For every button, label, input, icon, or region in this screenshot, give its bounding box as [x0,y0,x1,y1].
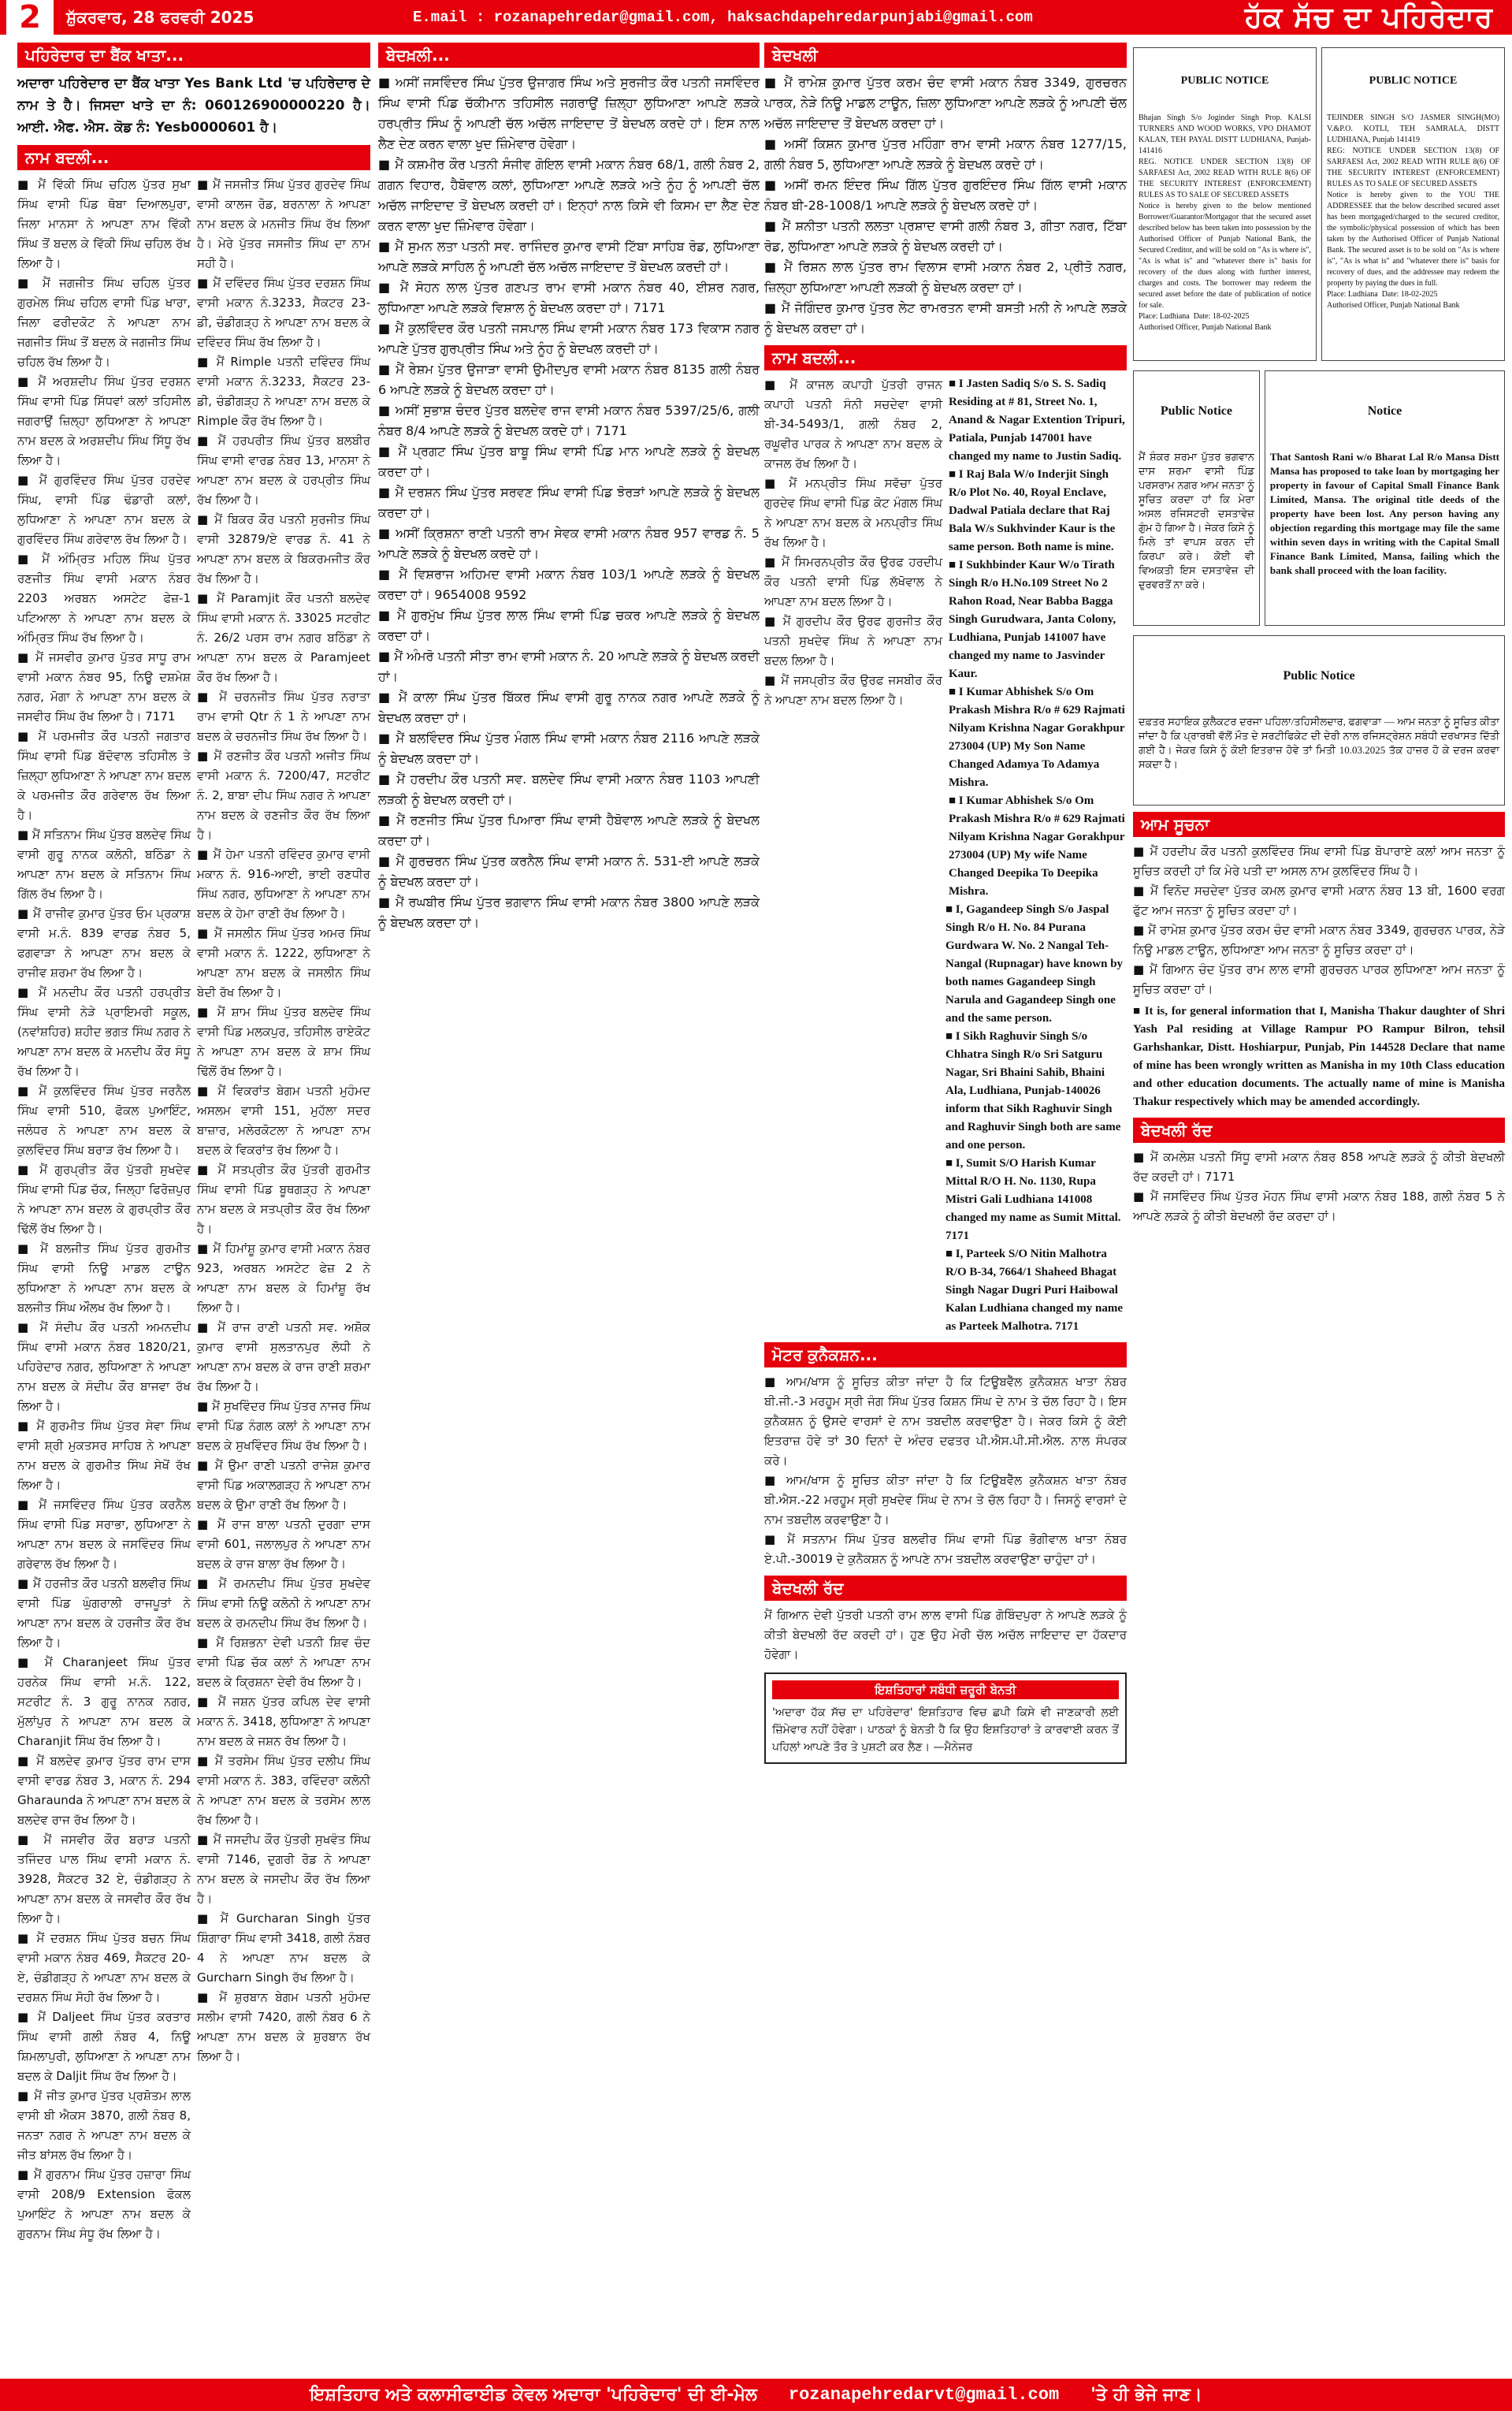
public-notice-3-text: ਮੈਂ ਸ਼ੰਕਰ ਸ਼ਰਮਾ ਪੁੱਤਰ ਭਗਵਾਨ ਦਾਸ ਸ਼ਰਮਾ ਵਾਸੀ ਪਿੰਡ ਪਰਸਰਾਮ ਨਗਰ ਆਮ ਜਨਤਾ ਨੂੰ ਸੂਚਿਤ ਕਰਦਾ ਹਾਂ ਕਿ ਮੇਰਾ ਅਸਲ ਰਜਿਸਟਰੀ ਦਸਤਾਵੇਜ਼ ਗੁੰਮ ਹੋ ਗਿਆ ਹੈ। ਜੇਕਰ ਕਿਸੇ ਨੂੰ ਮਿਲੇ ਤਾਂ ਵਾਪਸ ਕਰਨ ਦੀ ਕਿਰਪਾ ਕਰੇ। ਕੋਈ ਵੀ ਵਿਅਕਤੀ ਇਸ ਦਸਤਾਵੇਜ਼ ਦੀ ਦੁਰਵਰਤੋਂ ਨਾ ਕਰੇ। [1139,451,1258,590]
notice-4-title: Notice [1367,404,1402,418]
disinheritance-cancel-heading-2: ਬੇਦਖਲੀ ਰੱਦ [1133,1118,1505,1143]
name-change-heading-2: ਨਾਮ ਬਦਲੀ... [764,345,1127,370]
disinheritance-cancel-text: ਮੈਂ ਗਿਆਨ ਦੇਵੀ ਪੁੱਤਰੀ ਪਤਨੀ ਰਾਮ ਲਾਲ ਵਾਸੀ ਪਿੰਡ ਗੋਬਿੰਦਪੁਰਾ ਨੇ ਆਪਣੇ ਲੜਕੇ ਨੂੰ ਕੀਤੀ ਬੇਦਖਲੀ ਰੱਦ ਕਰਦੀ ਹਾਂ। ਹੁਣ ਉਹ ਮੇਰੀ ਚੱਲ ਅਚੱਲ ਜਾਇਦਾਦ ਦਾ ਹੱਕਦਾਰ ਹੋਵੇਗਾ। [764,1608,1131,1661]
general-info-english: ■ It is, for general information that I, Manisha Thakur daughter of Shri Yash Pal residing at Village Rampur PO Rampur Bilron, tehsil Garhshankar, Distt. Hoshiarpur, Punjab, Pin 144528 Declare that name of mine has been wrongly written as Manisha in my 10th Class education and other education documents. The actually name of mine is Manisha Thakur respectively which may be amended accordingly. [1133,1005,1508,1108]
notices-row-2 [1133,366,1505,631]
name-change-columns-2 [764,375,1127,901]
disinheritance-cancel-heading: ਬੇਦਖਲੀ ਰੱਦ [764,1576,1127,1601]
name-change-english: ■ I Jasten Sadiq S/o S. S. Sadiq Residing at # 81, Street No. 1, Anand & Nagar Extention Tripuri, Patiala, Punjab 147001 have changed my name to Justin Sadiq. ■ I Raj Bala W/o Inderjit Singh R/o Plot No. 40, Royal Enclave, Dadwal Patiala declare that Raj Bala W/s Sukhvinder Kaur is the same person. Both name is mine. ■ I Sukhbinder Kaur W/o Tirath Singh R/o H.No.109 Street No 2 Rahon Road, Near Babba Bagga Singh Gurudwara, Janta Colony, Ludhiana, Punjab 141007 have changed my name to Jasvinder Kaur. ■ I Kumar Abhishek S/o Om Prakash Mishra R/o # 629 Rajmati Nilyam Krishna Nagar Gorakhpur 273004 (UP) My Son Name Changed Adamya To Adamya Mishra. ■ I Kumar Abhishek S/o Om Prakash Mishra R/o # 629 Rajmati Nilyam Krishna Nagar Gorakhpur 273004 (UP) My wife Name Changed Deepika To Deepika Mishra. [949,378,1125,898]
notice-4-text: That Santosh Rani w/o Bharat Lal R/o Mansa Distt Mansa has proposed to take loan by mortgaging her property in favour of Capital Small Finance Bank Limited, Mansa. The original title deeds of the property have been lost. Any person having any objection regarding this mortgage may file the same within seven days in writing with the Capital Small Finance Bank Limited, Mansa, failing which the bank shall proceed with the loan facility. [1269,451,1503,576]
notice-4 [1265,370,1505,626]
disinheritance-heading: ਬੇਦਖ਼ਲੀ... [378,43,760,68]
public-notice-3 [1133,370,1260,626]
general-info-heading: ਆਮ ਸੂਚਨਾ [1133,812,1505,837]
name-change-english-2: ■ I, Gagandeep Singh S/o Jaspal Singh R/o H. No. 84 Purana Gurdwara W. No. 2 Nangal Teh- Nangal (Rupnagar) have known by both names Gagandeep Singh Narula and Gagandeep Singh one and the same person. ■ I Sikh Raghuvir Singh S/o Chhatra Singh R/o Sri Satguru Nagar, Sri Bhaini Sahib, Bhaini Ala, Ludhiana, Punjab-140026 inform that Sikh Raghuvir Singh and Raghuvir Singh both are same and one person. ■ I, Sumit S/O Harish Kumar Mittal R/O H. No. 1130, Rupa Mistri Gali Ludhiana 141008 changed my name as Sumit Mittal. 7171 ■ I, Parteek S/O Nitin Malhotra R/O B-34, 7664/1 Shaheed Bhagat Singh Nagar Dugri Puri Haibowal Kalan Ludhiana changed my name as Parteek Malhotra. 7171 [945,903,1124,1333]
name-change-punjabi: ■ ਮੈਂ ਕਾਜਲ ਕਪਾਹੀ ਪੁੱਤਰੀ ਰਾਜਨ ਕਪਾਹੀ ਪਤਨੀ ਸੰਨੀ ਸਚਦੇਵਾ ਵਾਸੀ ਬੀ-34-5493/1, ਗਲੀ ਨੰਬਰ 2, ਰਘੂਵੀਰ ਪਾਰਕ ਨੇ ਆਪਣਾ ਨਾਮ ਬਦਲ ਕੇ ਕਾਜਲ ਰੱਖ ਲਿਆ ਹੈ। ■ ਮੈਂ ਮਨਪ੍ਰੀਤ ਸਿੰਘ ਸਵੱਚਾ ਪੁੱਤਰ ਗੁਰਦੇਵ ਸਿੰਘ ਵਾਸੀ ਪਿੰਡ ਕੋਟ ਮੰਗਲ ਸਿੰਘ ਨੇ ਆਪਣਾ ਨਾਮ ਬਦਲ ਕੇ ਮਨਪ੍ਰੀਤ ਸਿੰਘ ਰੱਖ ਲਿਆ ਹੈ। ■ ਮੈਂ ਸਿਮਰਨਪ੍ਰੀਤ ਕੌਰ ਉਰਫ ਹਰਦੀਪ ਕੌਰ ਪਤਨੀ ਵਾਸੀ ਪਿੰਡ ਲੱਖੋਵਾਲ ਨੇ ਆਪਣਾ ਨਾਮ ਬਦਲ ਲਿਆ ਹੈ। ■ ਮੈਂ ਗੁਰਦੀਪ ਕੌਰ ਉਰਫ ਗੁਰਜੀਤ ਕੌਰ ਪਤਨੀ ਸੁਖਦੇਵ ਸਿੰਘ ਨੇ ਆਪਣਾ ਨਾਮ ਬਦਲ ਲਿਆ ਹੈ। ■ ਮੈਂ ਜਸਪ੍ਰੀਤ ਕੌਰ ਉਰਫ ਜਸਬੀਰ ਕੌਰ ਨੇ ਆਪਣਾ ਨਾਮ ਬਦਲ ਲਿਆ ਹੈ। [764,378,942,707]
name-change-columns [17,175,370,2244]
bank-account-heading: ਪਹਿਰੇਦਾਰ ਦਾ ਬੈਂਕ ਖਾਤਾ... [17,43,370,68]
name-change-left: ■ ਮੈਂ ਵਿੱਕੀ ਸਿੰਘ ਚਹਿਲ ਪੁੱਤਰ ਸੁਖਾ ਸਿੰਘ ਵਾਸੀ ਪਿੰਡ ਥੋਬਾ ਦਿਆਲਪੁਰਾ, ਜਿਲਾ ਮਾਨਸਾ ਨੇ ਆਪਣਾ ਨਾਮ ਵਿੱਕੀ ਸਿੰਘ ਤੋਂ ਬਦਲ ਕੇ ਵਿੱਕੀ ਸਿੰਘ ਚਹਿਲ ਰੱਖ ਲਿਆ ਹੈ। ■ ਮੈਂ ਜਗਜੀਤ ਸਿੰਘ ਚਹਿਲ ਪੁੱਤਰ ਗੁਰਮੇਲ ਸਿੰਘ ਚਹਿਲ ਵਾਸੀ ਪਿੰਡ ਖਾਰਾ, ਜਿਲਾ ਫਰੀਦਕੋਟ ਨੇ ਆਪਣਾ ਨਾਮ ਜਗਜੀਤ ਸਿੰਘ ਤੋਂ ਬਦਲ ਕੇ ਜਗਜੀਤ ਸਿੰਘ ਚਹਿਲ ਰੱਖ ਲਿਆ ਹੈ। ■ ਮੈਂ ਅਰਸ਼ਦੀਪ ਸਿੰਘ ਪੁੱਤਰ ਦਰਸ਼ਨ ਸਿੰਘ ਵਾਸੀ ਪਿੰਡ ਸਿੱਧਵਾਂ ਕਲਾਂ ਤਹਿਸੀਲ ਜਗਰਾਉਂ ਜ਼ਿਲ੍ਹਾ ਲੁਧਿਆਣਾ ਨੇ ਆਪਣਾ ਨਾਮ ਬਦਲ ਕੇ ਅਰਸ਼ਦੀਪ ਸਿੰਘ ਸਿੱਧੂ ਰੱਖ ਲਿਆ ਹੈ। ■ ਮੈਂ ਗੁਰਵਿੰਦਰ ਸਿੰਘ ਪੁੱਤਰ ਹਰਦੇਵ ਸਿੰਘ, ਵਾਸੀ ਪਿੰਡ ਢੰਡਾਰੀ ਕਲਾਂ, ਲੁਧਿਆਣਾ ਨੇ ਆਪਣਾ ਨਾਮ ਬਦਲ ਕੇ ਗੁਰਵਿੰਦਰ ਸਿੰਘ ਗਰੇਵਾਲ ਰੱਖ ਲਿਆ ਹੈ। ■ ਮੈਂ ਅੰਮ੍ਰਿਤ ਮਹਿਲ ਸਿੰਘ ਪੁੱਤਰ ਰਣਜੀਤ ਸਿੰਘ ਵਾਸੀ ਮਕਾਨ ਨੰਬਰ 2203 ਅਰਬਨ ਅਸਟੇਟ ਫੇਜ਼-1 ਪਟਿਆਲਾ ਨੇ ਆਪਣਾ ਨਾਮ ਬਦਲ ਕੇ ਅੰਮ੍ਰਿਤ ਸਿੰਘ ਰੱਖ ਲਿਆ ਹੈ। ■ ਮੈਂ ਜਸਵੀਰ ਕੁਮਾਰ ਪੁੱਤਰ ਸਾਧੂ ਰਾਮ ਵਾਸੀ ਮਕਾਨ ਨੰਬਰ 95, ਨਿਊ ਦਸ਼ਮੇਸ਼ ਨਗਰ, ਮੋਗਾ ਨੇ ਆਪਣਾ ਨਾਮ ਬਦਲ ਕੇ ਜਸਵੀਰ ਸਿੰਘ ਰੱਖ ਲਿਆ ਹੈ। 7171 ■ ਮੈਂ ਪਰਮਜੀਤ ਕੌਰ ਪਤਨੀ ਜਗਤਾਰ ਸਿੰਘ ਵਾਸੀ ਪਿੰਡ ਬੱਦੋਵਾਲ ਤਹਿਸੀਲ ਤੇ ਜ਼ਿਲ੍ਹਾ ਲੁਧਿਆਣਾ ਨੇ ਆਪਣਾ ਨਾਮ ਬਦਲ ਕੇ ਪਰਮਜੀਤ ਕੌਰ ਗਰੇਵਾਲ ਰੱਖ ਲਿਆ ਹੈ। ■ ਮੈਂ ਸਤਿਨਾਮ ਸਿੰਘ ਪੁੱਤਰ ਬਲਦੇਵ ਸਿੰਘ ਵਾਸੀ ਗੁਰੂ ਨਾਨਕ ਕਲੋਨੀ, ਬਠਿੰਡਾ ਨੇ ਆਪਣਾ ਨਾਮ ਬਦਲ ਕੇ ਸਤਿਨਾਮ ਸਿੰਘ ਗਿੱਲ ਰੱਖ ਲਿਆ ਹੈ। ■ ਮੈਂ ਰਾਜੀਵ ਕੁਮਾਰ ਪੁੱਤਰ ਓਮ ਪ੍ਰਕਾਸ਼ ਵਾਸੀ ਮ.ਨੰ. 839 ਵਾਰਡ ਨੰਬਰ 5, ਫਗਵਾੜਾ ਨੇ ਆਪਣਾ ਨਾਮ ਬਦਲ ਕੇ ਰਾਜੀਵ ਸ਼ਰਮਾ ਰੱਖ ਲਿਆ ਹੈ। ■ ਮੈਂ ਮਨਦੀਪ ਕੌਰ ਪਤਨੀ ਹਰਪ੍ਰੀਤ ਸਿੰਘ ਵਾਸੀ ਨੇੜੇ ਪ੍ਰਾਇਮਰੀ ਸਕੂਲ, (ਨਵਾਂਸ਼ਹਿਰ) ਸ਼ਹੀਦ ਭਗਤ ਸਿੰਘ ਨਗਰ ਨੇ ਆਪਣਾ ਨਾਮ ਬਦਲ ਕੇ ਮਨਦੀਪ ਕੌਰ ਸੰਧੂ ਰੱਖ ਲਿਆ ਹੈ। ■ ਮੈਂ ਕੁਲਵਿੰਦਰ ਸਿੰਘ ਪੁੱਤਰ ਜਰਨੈਲ ਸਿੰਘ ਵਾਸੀ 510, ਫੋਕਲ ਪੁਆਇੰਟ, ਜਲੰਧਰ ਨੇ ਆਪਣਾ ਨਾਮ ਬਦਲ ਕੇ ਕੁਲਵਿੰਦਰ ਸਿੰਘ ਬਰਾੜ ਰੱਖ ਲਿਆ ਹੈ। ■ ਮੈਂ ਗੁਰਪ੍ਰੀਤ ਕੌਰ ਪੁੱਤਰੀ ਸੁਖਦੇਵ ਸਿੰਘ ਵਾਸੀ ਪਿੰਡ ਚੱਕ, ਜਿਲ੍ਹਾ ਫਿਰੋਜ਼ਪੁਰ ਨੇ ਆਪਣਾ ਨਾਮ ਬਦਲ ਕੇ ਗੁਰਪ੍ਰੀਤ ਕੌਰ ਢਿੱਲੋਂ ਰੱਖ ਲਿਆ ਹੈ। ■ ਮੈਂ ਬਲਜੀਤ ਸਿੰਘ ਪੁੱਤਰ ਗੁਰਮੀਤ ਸਿੰਘ ਵਾਸੀ ਨਿਊ ਮਾਡਲ ਟਾਊਨ ਲੁਧਿਆਣਾ ਨੇ ਆਪਣਾ ਨਾਮ ਬਦਲ ਕੇ ਬਲਜੀਤ ਸਿੰਘ ਔਲਖ ਰੱਖ ਲਿਆ ਹੈ। ■ ਮੈਂ ਸੰਦੀਪ ਕੌਰ ਪਤਨੀ ਅਮਨਦੀਪ ਸਿੰਘ ਵਾਸੀ ਮਕਾਨ ਨੰਬਰ 1820/21, ਪਹਿਰੇਦਾਰ ਨਗਰ, ਲੁਧਿਆਣਾ ਨੇ ਆਪਣਾ ਨਾਮ ਬਦਲ ਕੇ ਸੰਦੀਪ ਕੌਰ ਬਾਜਵਾ ਰੱਖ ਲਿਆ ਹੈ। ■ ਮੈਂ ਗੁਰਮੀਤ ਸਿੰਘ ਪੁੱਤਰ ਸੇਵਾ ਸਿੰਘ ਵਾਸੀ ਸ਼੍ਰੀ ਮੁਕਤਸਰ ਸਾਹਿਬ ਨੇ ਆਪਣਾ ਨਾਮ ਬਦਲ ਕੇ ਗੁਰਮੀਤ ਸਿੰਘ ਸੇਖੋਂ ਰੱਖ ਲਿਆ ਹੈ। ■ ਮੈਂ ਜਸਵਿੰਦਰ ਸਿੰਘ ਪੁੱਤਰ ਕਰਨੈਲ ਸਿੰਘ ਵਾਸੀ ਪਿੰਡ ਸਰਾਭਾ, ਲੁਧਿਆਣਾ ਨੇ ਆਪਣਾ ਨਾਮ ਬਦਲ ਕੇ ਜਸਵਿੰਦਰ ਸਿੰਘ ਗਰੇਵਾਲ ਰੱਖ ਲਿਆ ਹੈ। ■ ਮੈਂ ਹਰਜੀਤ ਕੌਰ ਪਤਨੀ ਬਲਵੀਰ ਸਿੰਘ ਵਾਸੀ ਪਿੰਡ ਘੁੰਗਰਾਲੀ ਰਾਜਪੂਤਾਂ ਨੇ ਆਪਣਾ ਨਾਮ ਬਦਲ ਕੇ ਹਰਜੀਤ ਕੌਰ ਰੱਖ ਲਿਆ ਹੈ। ■ ਮੈਂ Charanjeet ਸਿੰਘ ਪੁੱਤਰ ਹਰਨੇਕ ਸਿੰਘ ਵਾਸੀ ਮ.ਨੰ. 122, ਸਟਰੀਟ ਨੰ. 3 ਗੁਰੂ ਨਾਨਕ ਨਗਰ, ਮੁੱਲਾਂਪੁਰ ਨੇ ਆਪਣਾ ਨਾਮ ਬਦਲ ਕੇ Charanjit ਸਿੰਘ ਰੱਖ ਲਿਆ ਹੈ। ■ ਮੈਂ ਬਲਦੇਵ ਕੁਮਾਰ ਪੁੱਤਰ ਰਾਮ ਦਾਸ ਵਾਸੀ ਵਾਰਡ ਨੰਬਰ 3, ਮਕਾਨ ਨੰ. 294 Gharaunda ਨੇ ਆਪਣਾ ਨਾਮ ਬਦਲ ਕੇ ਬਲਦੇਵ ਰਾਜ ਰੱਖ ਲਿਆ ਹੈ। ■ ਮੈਂ ਜਸਵੀਰ ਕੌਰ ਬਰਾੜ ਪਤਨੀ ਤਜਿੰਦਰ ਪਾਲ ਸਿੰਘ ਵਾਸੀ ਮਕਾਨ ਨੰ. 3928, ਸੈਕਟਰ 32 ਏ, ਚੰਡੀਗੜ੍ਹ ਨੇ ਆਪਣਾ ਨਾਮ ਬਦਲ ਕੇ ਜਸਵੀਰ ਕੌਰ ਰੱਖ ਲਿਆ ਹੈ। ■ ਮੈਂ ਦਰਸ਼ਨ ਸਿੰਘ ਪੁੱਤਰ ਬਚਨ ਸਿੰਘ ਵਾਸੀ ਮਕਾਨ ਨੰਬਰ 469, ਸੈਕਟਰ 20-ਏ, ਚੰਡੀਗੜ੍ਹ ਨੇ ਆਪਣਾ ਨਾਮ ਬਦਲ ਕੇ ਦਰਸ਼ਨ ਸਿੰਘ ਸੋਹੀ ਰੱਖ ਲਿਆ ਹੈ। ■ ਮੈਂ Daljeet ਸਿੰਘ ਪੁੱਤਰ ਕਰਤਾਰ ਸਿੰਘ ਵਾਸੀ ਗਲੀ ਨੰਬਰ 4, ਨਿਊ ਸ਼ਿਮਲਾਪੁਰੀ, ਲੁਧਿਆਣਾ ਨੇ ਆਪਣਾ ਨਾਮ ਬਦਲ ਕੇ Daljit ਸਿੰਘ ਰੱਖ ਲਿਆ ਹੈ। ■ ਮੈਂ ਜੀਤ ਕੁਮਾਰ ਪੁੱਤਰ ਪ੍ਰਸ਼ੋਤਮ ਲਾਲ ਵਾਸੀ ਬੀ ਐਕਸ 3870, ਗਲੀ ਨੰਬਰ 8, ਜਨਤਾ ਨਗਰ ਨੇ ਆਪਣਾ ਨਾਮ ਬਦਲ ਕੇ ਜੀਤ ਬਾਂਸਲ ਰੱਖ ਲਿਆ ਹੈ। ■ ਮੈਂ ਗੁਰਨਾਮ ਸਿੰਘ ਪੁੱਤਰ ਹਜ਼ਾਰਾ ਸਿੰਘ ਵਾਸੀ 208/9 Extension ਫੋਕਲ ਪੁਆਇੰਟ ਨੇ ਆਪਣਾ ਨਾਮ ਬਦਲ ਕੇ ਗੁਰਨਾਮ ਸਿੰਘ ਸੰਧੂ ਰੱਖ ਲਿਆ ਹੈ। [17,177,191,2241]
header-email: E.mail : rozanapehredar@gmail.com, haksachdapehredarpunjabi@gmail.com [413,9,1033,26]
column-1 [17,43,375,2374]
bank-account-text: ਅਦਾਰਾ ਪਹਿਰੇਦਾਰ ਦਾ ਬੈਂਕ ਖਾਤਾ Yes Bank Ltd 'ਚ ਪਹਿਰੇਦਾਰ ਦੇ ਨਾਮ ਤੇ ਹੈ। ਜਿਸਦਾ ਖਾਤੇ ਦਾ ਨੰ: 060126900000220 ਹੈ।ਆਈ. ਐਫ. ਐਸ. ਕੋਡ ਨੰ: Yesb0000601 ਹੈ। [17,76,375,136]
page-footer [0,2379,1512,2411]
page-header [0,0,1512,35]
bank-notices-row [1133,43,1505,366]
pnb-notice-2-text: TEJINDER SINGH S/O JASMER SINGH(MO) V.&P.O. KOTLI, TEH SAMRALA, DISTT LUDHIANA, Punjab 141419 REG: NOTICE UNDER SECTION 13(8) OF SARFAESI Act, 2002 READ WITH RULE 8(6) OF THE SECURITY INTEREST (ENFORCEMENT) RULES AS TO SALE OF SECURED ASSETS Notice is hereby given to the YOU THE ADDRESSEE that the below described secured asset has been mortgaged/charged to the secured creditor, the symbolic/physical possession of which has been taken by the Authorised Officer of Punjab National Bank. The secured asset is to be sold on "As is where is", "As is what is" and "whatever there is" basis for recovery of dues, and the addressee may redeem the property by paying the dues in full. Place: Ludhiana Date: 18-02-2025 Authorised Officer, Punjab National Bank [1327,113,1499,310]
public-notice-5-title: Public Notice [1283,669,1355,683]
pnb-notice-1-text: Bhajan Singh S/o Joginder Singh Prop. KALSI TURNERS AND WOOD WORKS, VPO DHAMOT KALAN, TEH PAYAL DISTT LUDHIANA, Punjab-141416 REG. NOTICE UNDER SECTION 13(8) OF SARFAESI Act, 2002 READ WITH RULE 8(6) OF THE SECURITY INTEREST (ENFORCEMENT) RULES AS TO SALE OF SECURED ASSETS Notice is hereby given to the below mentioned Borrower/Guarantor/Mortgagor that the secured asset described below has been taken into possession by the Authorised Officer of Punjab National Bank, the Secured Creditor, and will be sold on "As is where is", "As is what is" and "whatever there is" basis for recovery of the dues along with further interest, charges and costs. The borrower may redeem the secured asset before the date of publication of notice for sale. Place: Ludhiana Date: 18-02-2025 Authorised Officer, Punjab National Bank [1139,113,1311,332]
footer-text: ਇਸ਼ਤਿਹਾਰ ਅਤੇ ਕਲਾਸੀਫਾਈਡ ਕੇਵਲ ਅਦਾਰਾ 'ਪਹਿਰੇਦਾਰ' ਦੀ ਈ-ਮੇਲ [310,2385,757,2405]
footer-suffix: 'ਤੇ ਹੀ ਭੇਜੇ ਜਾਣ। [1090,2385,1202,2405]
pnb-notice-2-title: PUBLIC NOTICE [1369,75,1458,87]
name-change-heading: ਨਾਮ ਬਦਲੀ... [17,145,370,170]
pnb-public-notice-2 [1321,47,1505,361]
advertisement-request-box [764,1672,1127,1764]
disinheritance-text: ■ ਅਸੀਂ ਜਸਵਿੰਦਰ ਸਿੰਘ ਪੁੱਤਰ ਉਜਾਗਰ ਸਿੰਘ ਅਤੇ ਸੁਰਜੀਤ ਕੌਰ ਪਤਨੀ ਜਸਵਿੰਦਰ ਸਿੰਘ ਵਾਸੀ ਪਿੰਡ ਚੱਕੀਮਾਨ ਤਹਿਸੀਲ ਜਗਰਾਉਂ ਜ਼ਿਲ੍ਹਾ ਲੁਧਿਆਣਾ ਆਪਣੇ ਲੜਕੇ ਹਰਪ੍ਰੀਤ ਸਿੰਘ ਨੂੰ ਆਪਣੀ ਚੱਲ ਅਚੱਲ ਜਾਇਦਾਦ ਤੋਂ ਬੇਦਖਲ ਕਰਦੇ ਹਾਂ। ਇਸ ਨਾਲ ਲੈਣ ਦੇਣ ਕਰਨ ਵਾਲਾ ਖੁਦ ਜ਼ਿੰਮੇਵਾਰ ਹੋਵੇਗਾ। ■ ਮੈਂ ਕਸ਼ਮੀਰ ਕੌਰ ਪਤਨੀ ਸੰਜੀਵ ਗੋਇਲ ਵਾਸੀ ਮਕਾਨ ਨੰਬਰ 68/1, ਗਲੀ ਨੰਬਰ 2, ਗਗਨ ਵਿਹਾਰ, ਹੈਬੋਵਾਲ ਕਲਾਂ, ਲੁਧਿਆਣਾ ਆਪਣੇ ਲੜਕੇ ਅਤੇ ਨੂੰਹ ਨੂੰ ਆਪਣੀ ਚੱਲ ਅਚੱਲ ਜਾਇਦਾਦ ਤੋਂ ਬੇਦਖਲ ਕਰਦੀ ਹਾਂ। ਇਨ੍ਹਾਂ ਨਾਲ ਕਿਸੇ ਵੀ ਕਿਸਮ ਦਾ ਲੈਣ ਦੇਣ ਕਰਨ ਵਾਲਾ ਖੁਦ ਜ਼ਿੰਮੇਵਾਰ ਹੋਵੇਗਾ। ■ ਮੈਂ ਸੁਮਨ ਲਤਾ ਪਤਨੀ ਸਵ. ਰਾਜਿੰਦਰ ਕੁਮਾਰ ਵਾਸੀ ਟਿੱਬਾ ਸਾਹਿਬ ਰੋਡ, ਲੁਧਿਆਣਾ ਆਪਣੇ ਲੜਕੇ ਸਾਹਿਲ ਨੂੰ ਆਪਣੀ ਚੱਲ ਅਚੱਲ ਜਾਇਦਾਦ ਤੋਂ ਬੇਦਖਲ ਕਰਦੀ ਹਾਂ। ■ ਮੈਂ ਸੋਹਨ ਲਾਲ ਪੁੱਤਰ ਗਣਪਤ ਰਾਮ ਵਾਸੀ ਮਕਾਨ ਨੰਬਰ 40, ਈਸ਼ਰ ਨਗਰ, ਲੁਧਿਆਣਾ ਆਪਣੇ ਲੜਕੇ ਵਿਸ਼ਾਲ ਨੂੰ ਬੇਦਖਲ ਕਰਦਾ ਹਾਂ। 7171 ■ ਮੈਂ ਕੁਲਵਿੰਦਰ ਕੌਰ ਪਤਨੀ ਜਸਪਾਲ ਸਿੰਘ ਵਾਸੀ ਮਕਾਨ ਨੰਬਰ 173 ਵਿਕਾਸ ਨਗਰ ਆਪਣੇ ਪੁੱਤਰ ਗੁਰਪ੍ਰੀਤ ਸਿੰਘ ਅਤੇ ਨੂੰਹ ਨੂੰ ਬੇਦਖਲ ਕਰਦੀ ਹਾਂ। ■ ਮੈਂ ਰੇਸ਼ਮ ਪੁੱਤਰ ਉਜਾੜਾ ਵਾਸੀ ਉਮੀਦਪੁਰ ਵਾਸੀ ਮਕਾਨ ਨੰਬਰ 8135 ਗਲੀ ਨੰਬਰ 6 ਆਪਣੇ ਲੜਕੇ ਨੂੰ ਬੇਦਖਲ ਕਰਦਾ ਹਾਂ। ■ ਅਸੀਂ ਸੁਭਾਸ਼ ਚੰਦਰ ਪੁੱਤਰ ਬਲਦੇਵ ਰਾਜ ਵਾਸੀ ਮਕਾਨ ਨੰਬਰ 5397/25/6, ਗਲੀ ਨੰਬਰ 8/4 ਆਪਣੇ ਲੜਕੇ ਨੂੰ ਬੇਦਖਲ ਕਰਦੇ ਹਾਂ। 7171 ■ ਮੈਂ ਪ੍ਰਗਟ ਸਿੰਘ ਪੁੱਤਰ ਬਾਬੂ ਸਿੰਘ ਵਾਸੀ ਪਿੰਡ ਮਾਨ ਆਪਣੇ ਲੜਕੇ ਨੂੰ ਬੇਦਖਲ ਕਰਦਾ ਹਾਂ। ■ ਮੈਂ ਦਰਸ਼ਨ ਸਿੰਘ ਪੁੱਤਰ ਸਰਵਣ ਸਿੰਘ ਵਾਸੀ ਪਿੰਡ ਝੋਰੜਾਂ ਆਪਣੇ ਲੜਕੇ ਨੂੰ ਬੇਦਖਲ ਕਰਦਾ ਹਾਂ। ■ ਅਸੀਂ ਕ੍ਰਿਸ਼ਨਾ ਰਾਣੀ ਪਤਨੀ ਰਾਮ ਸੇਵਕ ਵਾਸੀ ਮਕਾਨ ਨੰਬਰ 957 ਵਾਰਡ ਨੰ. 5 ਆਪਣੇ ਲੜਕੇ ਨੂੰ ਬੇਦਖਲ ਕਰਦੇ ਹਾਂ। ■ ਮੈਂ ਵਿਸ਼ਰਾਜ ਅਹਿਮਦ ਵਾਸੀ ਮਕਾਨ ਨੰਬਰ 103/1 ਆਪਣੇ ਲੜਕੇ ਨੂੰ ਬੇਦਖਲ ਕਰਦਾ ਹਾਂ। 9654008 9592 ■ ਮੈਂ ਗੁਰਮੁੱਖ ਸਿੰਘ ਪੁੱਤਰ ਲਾਲ ਸਿੰਘ ਵਾਸੀ ਪਿੰਡ ਚਕਰ ਆਪਣੇ ਲੜਕੇ ਨੂੰ ਬੇਦਖਲ ਕਰਦਾ ਹਾਂ। ■ ਮੈਂ ਅੰਮਰੋ ਪਤਨੀ ਸੀਤਾ ਰਾਮ ਵਾਸੀ ਮਕਾਨ ਨੰ. 20 ਆਪਣੇ ਲੜਕੇ ਨੂੰ ਬੇਦਖਲ ਕਰਦੀ ਹਾਂ। ■ ਮੈਂ ਕਾਲਾ ਸਿੰਘ ਪੁੱਤਰ ਬਿੱਕਰ ਸਿੰਘ ਵਾਸੀ ਗੁਰੂ ਨਾਨਕ ਨਗਰ ਆਪਣੇ ਲੜਕੇ ਨੂੰ ਬੇਦਖਲ ਕਰਦਾ ਹਾਂ। ■ ਮੈਂ ਬਲਵਿੰਦਰ ਸਿੰਘ ਪੁੱਤਰ ਮੰਗਲ ਸਿੰਘ ਵਾਸੀ ਮਕਾਨ ਨੰਬਰ 2116 ਆਪਣੇ ਲੜਕੇ ਨੂੰ ਬੇਦਖਲ ਕਰਦਾ ਹਾਂ। ■ ਮੈਂ ਹਰਦੀਪ ਕੌਰ ਪਤਨੀ ਸਵ. ਬਲਦੇਵ ਸਿੰਘ ਵਾਸੀ ਮਕਾਨ ਨੰਬਰ 1103 ਆਪਣੀ ਲੜਕੀ ਨੂੰ ਬੇਦਖਲ ਕਰਦੀ ਹਾਂ। ■ ਮੈਂ ਰਣਜੀਤ ਸਿੰਘ ਪੁੱਤਰ ਪਿਆਰਾ ਸਿੰਘ ਵਾਸੀ ਹੈਬੋਵਾਲ ਆਪਣੇ ਲੜਕੇ ਨੂੰ ਬੇਦਖਲ ਕਰਦਾ ਹਾਂ। ■ ਮੈਂ ਗੁਰਚਰਨ ਸਿੰਘ ਪੁੱਤਰ ਕਰਨੈਲ ਸਿੰਘ ਵਾਸੀ ਮਕਾਨ ਨੰ. 531-ਈ ਆਪਣੇ ਲੜਕੇ ਨੂੰ ਬੇਦਖਲ ਕਰਦਾ ਹਾਂ। ■ ਮੈਂ ਰਘਬੀਰ ਸਿੰਘ ਪੁੱਤਰ ਭਗਵਾਨ ਸਿੰਘ ਵਾਸੀ ਮਕਾਨ ਨੰਬਰ 3800 ਆਪਣੇ ਲੜਕੇ ਨੂੰ ਬੇਦਖਲ ਕਰਦਾ ਹਾਂ। [378,75,760,930]
public-notice-5-text: ਦਫ਼ਤਰ ਸਹਾਇਕ ਕੁਲੈਕਟਰ ਦਰਜਾ ਪਹਿਲਾ/ਤਹਿਸੀਲਦਾਰ, ਫਗਵਾੜਾ — ਆਮ ਜਨਤਾ ਨੂੰ ਸੂਚਿਤ ਕੀਤਾ ਜਾਂਦਾ ਹੈ ਕਿ ਪ੍ਰਾਰਥੀ ਵੱਲੋਂ ਮੌਤ ਦੇ ਸਰਟੀਫਿਕੇਟ ਦੀ ਦੇਰੀ ਨਾਲ ਰਜਿਸਟ੍ਰੇਸ਼ਨ ਸਬੰਧੀ ਦਰਖਾਸਤ ਦਿੱਤੀ ਗਈ ਹੈ। ਜੇਕਰ ਕਿਸੇ ਨੂੰ ਕੋਈ ਇਤਰਾਜ਼ ਹੋਵੇ ਤਾਂ ਮਿਤੀ 10.03.2025 ਤੱਕ ਹਾਜ਼ਰ ਹੋ ਕੇ ਦਰਜ ਕਰਵਾ ਸਕਦਾ ਹੈ। [1139,716,1503,770]
name-change-right: ■ ਮੈਂ ਜਸਜੀਤ ਸਿੰਘ ਪੁੱਤਰ ਗੁਰਦੇਵ ਸਿੰਘ ਵਾਸੀ ਕਾਲਜ ਰੋਡ, ਬਰਨਾਲਾ ਨੇ ਆਪਣਾ ਨਾਮ ਬਦਲ ਕੇ ਮਨਜੀਤ ਸਿੰਘ ਰੱਖ ਲਿਆ ਹੈ। ਮੇਰੇ ਪੁੱਤਰ ਜਸਜੀਤ ਸਿੰਘ ਦਾ ਨਾਮ ਸਹੀ ਹੈ। ■ ਮੈਂ ਦਵਿੰਦਰ ਸਿੰਘ ਪੁੱਤਰ ਦਰਸ਼ਨ ਸਿੰਘ ਵਾਸੀ ਮਕਾਨ ਨੰ.3233, ਸੈਕਟਰ 23-ਡੀ, ਚੰਡੀਗੜ੍ਹ ਨੇ ਆਪਣਾ ਨਾਮ ਬਦਲ ਕੇ ਦਵਿੰਦਰ ਸਿੰਘ ਰੱਖ ਲਿਆ ਹੈ। ■ ਮੈਂ Rimple ਪਤਨੀ ਦਵਿੰਦਰ ਸਿੰਘ ਵਾਸੀ ਮਕਾਨ ਨੰ.3233, ਸੈਕਟਰ 23-ਡੀ, ਚੰਡੀਗੜ੍ਹ ਨੇ ਆਪਣਾ ਨਾਮ ਬਦਲ ਕੇ Rimple ਕੌਰ ਰੱਖ ਲਿਆ ਹੈ। ■ ਮੈਂ ਹਰਪਰੀਤ ਸਿੰਘ ਪੁੱਤਰ ਬਲਬੀਰ ਸਿੰਘ ਵਾਸੀ ਵਾਰਡ ਨੰਬਰ 13, ਮਾਨਸਾ ਨੇ ਆਪਣਾ ਨਾਮ ਬਦਲ ਕੇ ਹਰਪ੍ਰੀਤ ਸਿੰਘ ਰੱਖ ਲਿਆ ਹੈ। ■ ਮੈਂ ਬਿਕਰ ਕੌਰ ਪਤਨੀ ਸੁਰਜੀਤ ਸਿੰਘ ਵਾਸੀ 32879/ਏ ਵਾਰਡ ਨੰ. 41 ਨੇ ਆਪਣਾ ਨਾਮ ਬਦਲ ਕੇ ਬਿਕਰਮਜੀਤ ਕੌਰ ਰੱਖ ਲਿਆ ਹੈ। ■ ਮੈਂ Paramjit ਕੌਰ ਪਤਨੀ ਬਲਦੇਵ ਸਿੰਘ ਵਾਸੀ ਮਕਾਨ ਨੰ. 33025 ਸਟਰੀਟ ਨੰ. 26/2 ਪਰਸ ਰਾਮ ਨਗਰ ਬਠਿੰਡਾ ਨੇ ਆਪਣਾ ਨਾਮ ਬਦਲ ਕੇ Paramjeet ਕੌਰ ਰੱਖ ਲਿਆ ਹੈ। ■ ਮੈਂ ਚਰਨਜੀਤ ਸਿੰਘ ਪੁੱਤਰ ਨਰਾਤਾ ਰਾਮ ਵਾਸੀ Qtr ਨੰ 1 ਨੇ ਆਪਣਾ ਨਾਮ ਬਦਲ ਕੇ ਚਰਨਜੀਤ ਸਿੰਘ ਰੱਖ ਲਿਆ ਹੈ। ■ ਮੈਂ ਰਣਜੀਤ ਕੌਰ ਪਤਨੀ ਅਜੀਤ ਸਿੰਘ ਵਾਸੀ ਮਕਾਨ ਨੰ. 7200/47, ਸਟਰੀਟ ਨੰ. 2, ਬਾਬਾ ਦੀਪ ਸਿੰਘ ਨਗਰ ਨੇ ਆਪਣਾ ਨਾਮ ਬਦਲ ਕੇ ਰਣਜੀਤ ਕੌਰ ਰੱਖ ਲਿਆ ਹੈ। ■ ਮੈਂ ਹੇਮਾ ਪਤਨੀ ਰਵਿੰਦਰ ਕੁਮਾਰ ਵਾਸੀ ਮਕਾਨ ਨੰ. 916-ਆਈ, ਭਾਈ ਰਣਧੀਰ ਸਿੰਘ ਨਗਰ, ਲੁਧਿਆਣਾ ਨੇ ਆਪਣਾ ਨਾਮ ਬਦਲ ਕੇ ਹੇਮਾ ਰਾਣੀ ਰੱਖ ਲਿਆ ਹੈ। ■ ਮੈਂ ਜਸਲੀਨ ਸਿੰਘ ਪੁੱਤਰ ਅਮਰ ਸਿੰਘ ਵਾਸੀ ਮਕਾਨ ਨੰ. 1222, ਲੁਧਿਆਣਾ ਨੇ ਆਪਣਾ ਨਾਮ ਬਦਲ ਕੇ ਜਸਲੀਨ ਸਿੰਘ ਬੇਦੀ ਰੱਖ ਲਿਆ ਹੈ। ■ ਮੈਂ ਸ਼ਾਮ ਸਿੰਘ ਪੁੱਤਰ ਬਲਦੇਵ ਸਿੰਘ ਵਾਸੀ ਪਿੰਡ ਮਲਕਪੁਰ, ਤਹਿਸੀਲ ਰਾਏਕੋਟ ਨੇ ਆਪਣਾ ਨਾਮ ਬਦਲ ਕੇ ਸ਼ਾਮ ਸਿੰਘ ਢਿੱਲੋਂ ਰੱਖ ਲਿਆ ਹੈ। ■ ਮੈਂ ਵਿਕਰਾਂਤ ਬੇਗਮ ਪਤਨੀ ਮੁਹੰਮਦ ਅਸਲਮ ਵਾਸੀ 151, ਮੁਹੱਲਾ ਸਦਰ ਬਾਜ਼ਾਰ, ਮਲੇਰਕੋਟਲਾ ਨੇ ਆਪਣਾ ਨਾਮ ਬਦਲ ਕੇ ਵਿਕਰਾਂਤ ਰੱਖ ਲਿਆ ਹੈ। ■ ਮੈਂ ਸਤਪ੍ਰੀਤ ਕੌਰ ਪੁੱਤਰੀ ਗੁਰਮੀਤ ਸਿੰਘ ਵਾਸੀ ਪਿੰਡ ਬੂਥਗੜ੍ਹ ਨੇ ਆਪਣਾ ਨਾਮ ਬਦਲ ਕੇ ਸਤਪ੍ਰੀਤ ਕੌਰ ਰੱਖ ਲਿਆ ਹੈ। ■ ਮੈਂ ਹਿਮਾਂਸ਼ੂ ਕੁਮਾਰ ਵਾਸੀ ਮਕਾਨ ਨੰਬਰ 923, ਅਰਬਨ ਅਸਟੇਟ ਫੇਜ਼ 2 ਨੇ ਆਪਣਾ ਨਾਮ ਬਦਲ ਕੇ ਹਿਮਾਂਸ਼ੂ ਰੱਖ ਲਿਆ ਹੈ। ■ ਮੈਂ ਰਾਜ ਰਾਣੀ ਪਤਨੀ ਸਵ. ਅਸ਼ੋਕ ਕੁਮਾਰ ਵਾਸੀ ਸੁਲਤਾਨਪੁਰ ਲੋਧੀ ਨੇ ਆਪਣਾ ਨਾਮ ਬਦਲ ਕੇ ਰਾਜ ਰਾਣੀ ਸ਼ਰਮਾ ਰੱਖ ਲਿਆ ਹੈ। ■ ਮੈਂ ਸੁਖਵਿੰਦਰ ਸਿੰਘ ਪੁੱਤਰ ਨਾਜਰ ਸਿੰਘ ਵਾਸੀ ਪਿੰਡ ਨੰਗਲ ਕਲਾਂ ਨੇ ਆਪਣਾ ਨਾਮ ਬਦਲ ਕੇ ਸੁਖਵਿੰਦਰ ਸਿੰਘ ਰੱਖ ਲਿਆ ਹੈ। ■ ਮੈਂ ਉਮਾ ਰਾਣੀ ਪਤਨੀ ਰਾਜੇਸ਼ ਕੁਮਾਰ ਵਾਸੀ ਪਿੰਡ ਅਕਾਲਗੜ੍ਹ ਨੇ ਆਪਣਾ ਨਾਮ ਬਦਲ ਕੇ ਉਮਾ ਰਾਣੀ ਰੱਖ ਲਿਆ ਹੈ। ■ ਮੈਂ ਰਾਜ ਬਾਲਾ ਪਤਨੀ ਦੁਰਗਾ ਦਾਸ ਵਾਸੀ 601, ਜਲਾਲਪੁਰ ਨੇ ਆਪਣਾ ਨਾਮ ਬਦਲ ਕੇ ਰਾਜ ਬਾਲਾ ਰੱਖ ਲਿਆ ਹੈ। ■ ਮੈਂ ਰਮਨਦੀਪ ਸਿੰਘ ਪੁੱਤਰ ਸੁਖਦੇਵ ਸਿੰਘ ਵਾਸੀ ਨਿਊ ਕਲੋਨੀ ਨੇ ਆਪਣਾ ਨਾਮ ਬਦਲ ਕੇ ਰਮਨਦੀਪ ਸਿੰਘ ਰੱਖ ਲਿਆ ਹੈ। ■ ਮੈਂ ਰਿਸ਼ਭਨਾ ਦੇਵੀ ਪਤਨੀ ਸ਼ਿਵ ਚੰਦ ਵਾਸੀ ਪਿੰਡ ਚੱਕ ਕਲਾਂ ਨੇ ਆਪਣਾ ਨਾਮ ਬਦਲ ਕੇ ਕ੍ਰਿਸ਼ਨਾ ਦੇਵੀ ਰੱਖ ਲਿਆ ਹੈ। ■ ਮੈਂ ਜਸ਼ਨ ਪੁੱਤਰ ਕਪਿਲ ਦੇਵ ਵਾਸੀ ਮਕਾਨ ਨੰ. 3418, ਲੁਧਿਆਣਾ ਨੇ ਆਪਣਾ ਨਾਮ ਬਦਲ ਕੇ ਜਸ਼ਨ ਰੱਖ ਲਿਆ ਹੈ। ■ ਮੈਂ ਤਰਸੇਮ ਸਿੰਘ ਪੁੱਤਰ ਦਲੀਪ ਸਿੰਘ ਵਾਸੀ ਮਕਾਨ ਨੰ. 383, ਰਵਿੰਦਰਾ ਕਲੋਨੀ ਨੇ ਆਪਣਾ ਨਾਮ ਬਦਲ ਕੇ ਤਰਸੇਮ ਲਾਲ ਰੱਖ ਲਿਆ ਹੈ। ■ ਮੈਂ ਜਸਦੀਪ ਕੌਰ ਪੁੱਤਰੀ ਸੁਖਵੰਤ ਸਿੰਘ ਵਾਸੀ 7146, ਦੁਗਰੀ ਰੋਡ ਨੇ ਆਪਣਾ ਨਾਮ ਬਦਲ ਕੇ ਜਸਦੀਪ ਕੌਰ ਰੱਖ ਲਿਆ ਹੈ। ■ ਮੈਂ Gurcharan Singh ਪੁੱਤਰ ਸ਼ਿੰਗਾਰਾ ਸਿੰਘ ਵਾਸੀ 3418, ਗਲੀ ਨੰਬਰ 4 ਨੇ ਆਪਣਾ ਨਾਮ ਬਦਲ ਕੇ Gurcharn Singh ਰੱਖ ਲਿਆ ਹੈ। ■ ਮੈਂ ਸ਼ੁਰਬਾਨ ਬੇਗਮ ਪਤਨੀ ਮੁਹੰਮਦ ਸਲੀਮ ਵਾਸੀ 7420, ਗਲੀ ਨੰਬਰ 6 ਨੇ ਆਪਣਾ ਨਾਮ ਬਦਲ ਕੇ ਸ਼ੁਰਬਾਨ ਰੱਖ ਲਿਆ ਹੈ। [197,177,370,2063]
motor-connection-heading: ਮੋਟਰ ਕੁਨੈਕਸ਼ਨ... [764,1342,1127,1367]
motor-connection-text: ■ ਆਮ/ਖਾਸ ਨੂੰ ਸੂਚਿਤ ਕੀਤਾ ਜਾਂਦਾ ਹੈ ਕਿ ਟਿਊਬਵੈੱਲ ਕੁਨੈਕਸ਼ਨ ਖਾਤਾ ਨੰਬਰ ਬੀ.ਜੀ.-3 ਮਰਹੂਮ ਸ੍ਰੀ ਜੰਗ ਸਿੰਘ ਪੁੱਤਰ ਕਿਸ਼ਨ ਸਿੰਘ ਦੇ ਨਾਮ ਤੇ ਚੱਲ ਰਿਹਾ ਹੈ। ਇਸ ਕੁਨੈਕਸ਼ਨ ਨੂੰ ਉਸਦੇ ਵਾਰਸਾਂ ਦੇ ਨਾਮ ਤਬਦੀਲ ਕਰਵਾਉਣਾ ਹੈ। ਜੇਕਰ ਕਿਸੇ ਨੂੰ ਕੋਈ ਇਤਰਾਜ਼ ਹੋਵੇ ਤਾਂ 30 ਦਿਨਾਂ ਦੇ ਅੰਦਰ ਦਫਤਰ ਪੀ.ਐਸ.ਪੀ.ਸੀ.ਐਲ. ਨਾਲ ਸੰਪਰਕ ਕਰੇ। ■ ਆਮ/ਖਾਸ ਨੂੰ ਸੂਚਿਤ ਕੀਤਾ ਜਾਂਦਾ ਹੈ ਕਿ ਟਿਊਬਵੈੱਲ ਕੁਨੈਕਸ਼ਨ ਖਾਤਾ ਨੰਬਰ ਬੀ.ਐਸ.-22 ਮਰਹੂਮ ਸ੍ਰੀ ਸੁਖਦੇਵ ਸਿੰਘ ਦੇ ਨਾਮ ਤੇ ਚੱਲ ਰਿਹਾ ਹੈ। ਜਿਸਨੂੰ ਵਾਰਸਾਂ ਦੇ ਨਾਮ ਤਬਦੀਲ ਕਰਵਾਉਣਾ ਹੈ। ■ ਮੈਂ ਸਤਨਾਮ ਸਿੰਘ ਪੁੱਤਰ ਬਲਵੀਰ ਸਿੰਘ ਵਾਸੀ ਪਿੰਡ ਭੋਗੀਵਾਲ ਖਾਤਾ ਨੰਬਰ ਏ.ਪੀ.-30019 ਦੇ ਕੁਨੈਕਸ਼ਨ ਨੂੰ ਆਪਣੇ ਨਾਮ ਤਬਦੀਲ ਕਰਵਾਉਣਾ ਚਾਹੁੰਦਾ ਹਾਂ। [764,1375,1127,1566]
disinheritance-text-2: ■ ਮੈਂ ਰਾਮੇਸ਼ ਕੁਮਾਰ ਪੁੱਤਰ ਕਰਮ ਚੰਦ ਵਾਸੀ ਮਕਾਨ ਨੰਬਰ 3349, ਗੁਰਚਰਨ ਪਾਰਕ, ਨੇੜੇ ਨਿਊ ਮਾਡਲ ਟਾਊਨ, ਜ਼ਿਲਾ ਲੁਧਿਆਣਾ ਆਪਣੇ ਲੜਕੇ ਨੂੰ ਆਪਣੀ ਚੱਲ ਅਚੱਲ ਜਾਇਦਾਦ ਤੋਂ ਬੇਦਖਲ ਕਰਦਾ ਹਾਂ। ■ ਅਸੀਂ ਕਿਸ਼ਨ ਕੁਮਾਰ ਪੁੱਤਰ ਮਹਿੰਗਾ ਰਾਮ ਵਾਸੀ ਮਕਾਨ ਨੰਬਰ 1277/15, ਗਲੀ ਨੰਬਰ 5, ਲੁਧਿਆਣਾ ਆਪਣੇ ਲੜਕੇ ਨੂੰ ਬੇਦਖਲ ਕਰਦੇ ਹਾਂ। ■ ਅਸੀਂ ਰਮਨ ਇੰਦਰ ਸਿੰਘ ਗਿੱਲ ਪੁੱਤਰ ਗੁਰਇੰਦਰ ਸਿੰਘ ਗਿੱਲ ਵਾਸੀ ਮਕਾਨ ਨੰਬਰ ਬੀ-28-1008/1 ਆਪਣੇ ਲੜਕੇ ਨੂੰ ਬੇਦਖਲ ਕਰਦੇ ਹਾਂ। ■ ਮੈਂ ਸ਼ਨੀਤਾ ਪਤਨੀ ਲਲਤਾ ਪ੍ਰਸ਼ਾਦ ਵਾਸੀ ਗਲੀ ਨੰਬਰ 3, ਗੀਤਾ ਨਗਰ, ਟਿੱਬਾ ਰੋਡ, ਲੁਧਿਆਣਾ ਆਪਣੇ ਲੜਕੇ ਨੂੰ ਬੇਦਖਲ ਕਰਦੀ ਹਾਂ। ■ ਮੈਂ ਰਿਸ਼ਨ ਲਾਲ ਪੁੱਤਰ ਰਾਮ ਵਿਲਾਸ ਵਾਸੀ ਮਕਾਨ ਨੰਬਰ 2, ਪ੍ਰੀਤੋ ਨਗਰ, ਜ਼ਿਲ੍ਹਾ ਲੁਧਿਆਣਾ ਆਪਣੀ ਲੜਕੀ ਨੂੰ ਬੇਦਖਲ ਕਰਦਾ ਹਾਂ। ■ ਮੈਂ ਜੋਗਿੰਦਰ ਕੁਮਾਰ ਪੁੱਤਰ ਲੇਟ ਰਾਮਰਤਨ ਵਾਸੀ ਬਸਤੀ ਮਨੀ ਨੇ ਆਪਣੇ ਲੜਕੇ ਨੂੰ ਬੇਦਖਲ ਕਰਦਾ ਹਾਂ। [764,75,1127,336]
column-2 [378,43,760,2374]
disinheritance-heading-2: ਬੇਦਖਲੀ [764,43,1127,68]
page-number: 2 [6,0,54,35]
column-4 [1133,43,1508,2374]
masthead: ਹੱਕ ਸੱਚ ਦਾ ਪਹਿਰੇਦਾਰ [1244,0,1493,34]
advertisement-request-text: 'ਅਦਾਰਾ ਹੱਕ ਸੱਚ ਦਾ ਪਹਿਰੇਦਾਰ' ਇਸ਼ਤਿਹਾਰ ਵਿਚ ਛਪੀ ਕਿਸੇ ਵੀ ਜਾਣਕਾਰੀ ਲਈ ਜ਼ਿੰਮੇਵਾਰ ਨਹੀਂ ਹੋਵੇਗਾ। ਪਾਠਕਾਂ ਨੂੰ ਬੇਨਤੀ ਹੈ ਕਿ ਉਹ ਇਸ਼ਤਿਹਾਰਾਂ ਤੇ ਕਾਰਵਾਈ ਕਰਨ ਤੋਂ ਪਹਿਲਾਂ ਆਪਣੇ ਤੌਰ ਤੇ ਪੁਸ਼ਟੀ ਕਰ ਲੈਣ। —ਮੈਨੇਜਰ [772,1706,1123,1754]
disinheritance-cancel-text-2: ■ ਮੈਂ ਕਮਲੇਸ਼ ਪਤਨੀ ਸਿੱਧੂ ਵਾਸੀ ਮਕਾਨ ਨੰਬਰ 858 ਆਪਣੇ ਲੜਕੇ ਨੂੰ ਕੀਤੀ ਬੇਦਖਲੀ ਰੱਦ ਕਰਦੀ ਹਾਂ। 7171 ■ ਮੈਂ ਜਸਵਿੰਦਰ ਸਿੰਘ ਪੁੱਤਰ ਮੋਹਨ ਸਿੰਘ ਵਾਸੀ ਮਕਾਨ ਨੰਬਰ 188, ਗਲੀ ਨੰਬਰ 5 ਨੇ ਆਪਣੇ ਲੜਕੇ ਨੂੰ ਕੀਤੀ ਬੇਦਖਲੀ ਰੱਦ ਕਰਦਾ ਹਾਂ। [1133,1150,1505,1223]
pnb-public-notice-1 [1133,47,1317,361]
footer-email: rozanapehredarvt@gmail.com [788,2385,1060,2405]
column-3 [764,43,1131,2374]
public-notice-3-title: Public Notice [1160,404,1232,418]
issue-date: ਸ਼ੁੱਕਰਵਾਰ, 28 ਫਰਵਰੀ 2025 [66,8,254,27]
advertisement-request-title: ਇਸ਼ਤਿਹਾਰਾਂ ਸਬੰਧੀ ਜ਼ਰੂਰੀ ਬੇਨਤੀ [772,1680,1119,1699]
general-info-text: ■ ਮੈਂ ਹਰਦੀਪ ਕੌਰ ਪਤਨੀ ਕੁਲਵਿੰਦਰ ਸਿੰਘ ਵਾਸੀ ਪਿੰਡ ਬੋਪਾਰਾਏ ਕਲਾਂ ਆਮ ਜਨਤਾ ਨੂੰ ਸੂਚਿਤ ਕਰਦੀ ਹਾਂ ਕਿ ਮੇਰੇ ਪਤੀ ਦਾ ਅਸਲ ਨਾਮ ਕੁਲਵਿੰਦਰ ਸਿੰਘ ਹੈ। ■ ਮੈਂ ਵਿਨੋਦ ਸਚਦੇਵਾ ਪੁੱਤਰ ਕਮਲ ਕੁਮਾਰ ਵਾਸੀ ਮਕਾਨ ਨੰਬਰ 13 ਬੀ, 1600 ਵਰਗ ਫੁੱਟ ਆਮ ਜਨਤਾ ਨੂੰ ਸੂਚਿਤ ਕਰਦਾ ਹਾਂ। ■ ਮੈਂ ਰਾਮੇਸ਼ ਕੁਮਾਰ ਪੁੱਤਰ ਕਰਮ ਚੰਦ ਵਾਸੀ ਮਕਾਨ ਨੰਬਰ 3349, ਗੁਰਚਰਨ ਪਾਰਕ, ਨੇੜੇ ਨਿਊ ਮਾਡਲ ਟਾਊਨ, ਲੁਧਿਆਣਾ ਆਮ ਜਨਤਾ ਨੂੰ ਸੂਚਿਤ ਕਰਦਾ ਹਾਂ। ■ ਮੈਂ ਗਿਆਨ ਚੰਦ ਪੁੱਤਰ ਰਾਮ ਲਾਲ ਵਾਸੀ ਗੁਰਚਰਨ ਪਾਰਕ ਲੁਧਿਆਣਾ ਆਮ ਜਨਤਾ ਨੂੰ ਸੂਚਿਤ ਕਰਦਾ ਹਾਂ। [1133,844,1505,996]
pnb-notice-1-title: PUBLIC NOTICE [1180,75,1269,87]
public-notice-5 [1133,635,1505,806]
